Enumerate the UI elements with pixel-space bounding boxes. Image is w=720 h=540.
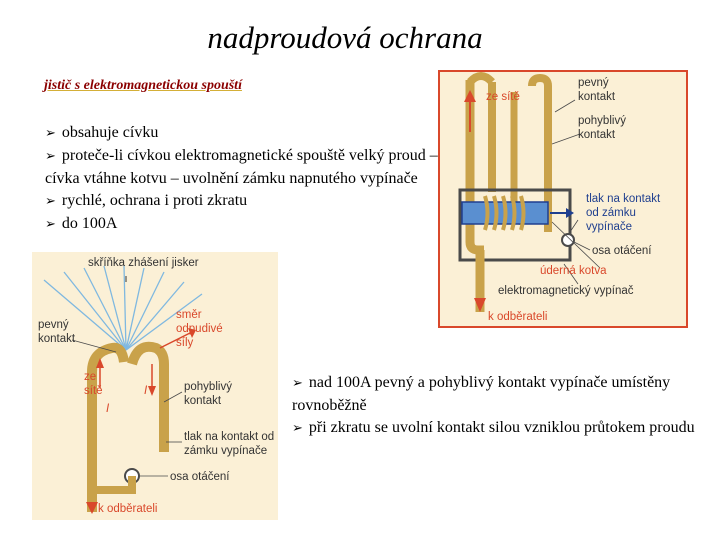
- label-osa-otaceni: osa otáčení: [592, 245, 652, 257]
- label-osa-otaceni: osa otáčení: [170, 471, 230, 483]
- arrow-bullet-icon: ➢: [292, 376, 303, 391]
- arc-chamber-diagram-figure: [32, 252, 278, 520]
- arrow-bullet-icon: ➢: [45, 217, 56, 232]
- label-pohyblivy-kontakt-line1: pohyblivý: [184, 381, 232, 393]
- label-pohyblivy-kontakt-line1: pohyblivý: [578, 115, 626, 127]
- bullet-item: ➢ do 100A: [45, 215, 118, 232]
- label-smer-line2: odpudivé: [176, 323, 223, 335]
- label-pevny-kontakt-line2: kontakt: [578, 91, 616, 103]
- bullet-list-top: [45, 122, 440, 236]
- label-tlak-line1: tlak na kontakt od: [184, 431, 275, 443]
- label-uderna-kotva: úderná kotva: [540, 265, 607, 277]
- bullet-item: ➢ nad 100A pevný a pohyblivý kontakt vypínače umístěny rovnoběžně: [292, 374, 671, 414]
- arrow-bullet-icon: ➢: [45, 149, 56, 164]
- arrow-bullet-icon: ➢: [292, 421, 303, 436]
- bullet-item: ➢ proteče-li cívkou elektromagnetické spouště velký proud – cívka vtáhne kotvu – uvolnění zámku napnutého vypínače: [45, 147, 438, 187]
- label-smer-line1: směr: [176, 309, 202, 321]
- subtitle: jistič s elektromagnetickou spouští: [44, 78, 242, 93]
- label-smer-line3: síly: [176, 337, 194, 349]
- bullet-item: ➢ rychlé, ochrana i proti zkratu: [45, 192, 248, 209]
- bullet-item: ➢ obsahuje cívku: [45, 124, 159, 141]
- label-pevny-kontakt-line1: pevný: [578, 77, 609, 89]
- arrow-bullet-icon: ➢: [45, 194, 56, 209]
- label-pohyblivy-kontakt-line2: kontakt: [578, 129, 616, 141]
- label-ze-site: ze sítě: [486, 91, 520, 103]
- breaker-diagram-svg: [440, 72, 686, 326]
- arc-chamber-diagram-svg: [32, 252, 278, 520]
- label-pohyblivy-kontakt-line2: kontakt: [184, 395, 222, 407]
- label-skrinka: skříňka zhášení jisker: [88, 257, 199, 269]
- bullet-item: ➢ při zkratu se uvolní kontakt silou vzniklou průtokem proudu: [292, 419, 695, 436]
- breaker-diagram-figure: [438, 70, 688, 328]
- label-ze-line1: ze: [84, 371, 97, 383]
- label-tlak-line3: vypínače: [586, 221, 633, 233]
- label-tlak-line2: zámku vypínače: [184, 445, 268, 457]
- label-k-odberateli: k odběrateli: [98, 503, 158, 515]
- label-current-right: I: [144, 385, 148, 397]
- arrow-bullet-icon: ➢: [45, 126, 56, 141]
- label-vypinac: elektromagnetický vypínač: [498, 285, 634, 297]
- label-pevny-kontakt-line2: kontakt: [38, 333, 76, 345]
- label-pevny-kontakt-line1: pevný: [38, 319, 69, 331]
- bullet-list-bottom: [292, 372, 697, 440]
- page-title: nadproudová ochrana: [207, 20, 483, 55]
- label-tlak-line2: od zámku: [586, 207, 636, 219]
- label-current-left: I: [106, 403, 110, 415]
- label-tlak-line1: tlak na kontakt: [586, 193, 661, 205]
- label-ze-line2: sítě: [84, 385, 103, 397]
- label-k-odberateli: k odběrateli: [488, 311, 548, 323]
